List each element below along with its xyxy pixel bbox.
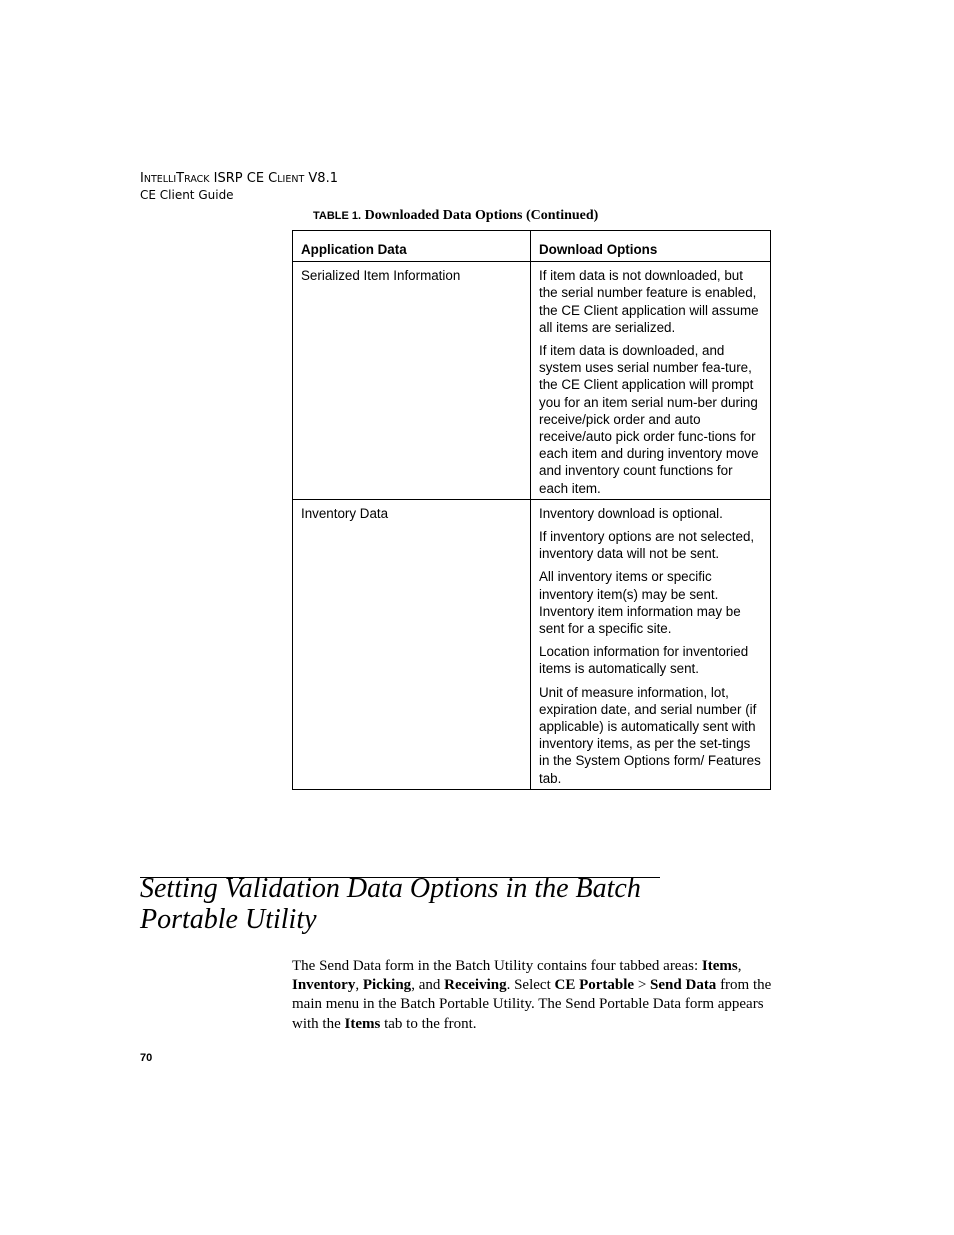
- option-paragraph: Inventory download is optional.: [539, 505, 723, 521]
- section-body-paragraph: [292, 957, 772, 1034]
- option-paragraph: If item data is downloaded, and system uses serial number fea-ture, the CE Client application will prompt you for an item serial num-ber during receive/pick order and auto receive/auto pick order func-tions for each item and during inventory move and inventory count functions for each item.: [539, 343, 759, 496]
- running-header-subtitle: CE Client Guide: [140, 188, 234, 202]
- body-text-run: . Select: [506, 977, 555, 994]
- page-number: 70: [140, 1052, 153, 1064]
- header-title-part: I: [140, 171, 144, 186]
- table-row: [293, 262, 771, 500]
- body-bold-term: CE Portable: [554, 977, 635, 994]
- body-bold-term: Items: [701, 958, 738, 974]
- header-title-part: ISRP CE C: [209, 171, 278, 186]
- body-text-run: tab to the front.: [380, 1015, 477, 1032]
- column-header-download-options: Download Options: [531, 231, 771, 262]
- body-text-run: , and: [411, 977, 445, 994]
- body-bold-term: Picking: [362, 977, 412, 994]
- option-paragraph: Unit of measure information, lot, expiration date, and serial number (if applicable) is automatically sent with inventory items, as per the set-tings in the System Options form/ Features tab.: [539, 684, 761, 786]
- header-title-part: RACK: [184, 174, 210, 185]
- table-header-row: [293, 231, 771, 262]
- body-text-run: from the main menu in the Batch Portable Utility. The Send Portable Data form appears with the: [292, 977, 772, 1032]
- header-title-part: T: [176, 171, 185, 186]
- header-title-part: LIENT: [277, 174, 305, 185]
- table-caption-text: Downloaded Data Options (Continued): [361, 208, 599, 223]
- body-text-run: ,: [737, 958, 742, 974]
- header-title-part: NTELLI: [143, 174, 177, 185]
- table-caption: [313, 206, 598, 225]
- option-paragraph: All inventory items or specific inventory item(s) may be sent. Inventory item information may be sent for a specific site.: [539, 569, 741, 637]
- application-cell: Inventory Data: [293, 499, 531, 789]
- option-paragraph: If item data is not downloaded, but the serial number feature is enabled, the CE Client application will assume all items are serialized.: [539, 268, 759, 335]
- body-bold-term: Receiving: [444, 977, 507, 994]
- body-bold-term: Send Data: [650, 977, 717, 994]
- option-paragraph: Location information for inventoried items is automatically sent.: [539, 644, 749, 677]
- table-caption-label: TABLE 1.: [313, 210, 362, 222]
- header-title-part: V8.1: [304, 171, 338, 186]
- section-heading: Setting Validation Data Options in the Batch Portable Utility: [140, 873, 641, 935]
- body-text-run: >: [634, 977, 651, 994]
- table-row: [293, 499, 771, 789]
- option-paragraph: If inventory options are not selected, inventory data will not be sent.: [539, 529, 755, 562]
- options-cell: [531, 499, 771, 789]
- body-bold-term: Items: [344, 1015, 381, 1032]
- body-text-run: ,: [355, 977, 363, 994]
- body-bold-term: Inventory: [292, 977, 356, 994]
- options-cell: [531, 262, 771, 500]
- column-header-application-data: Application Data: [293, 231, 531, 262]
- body-text-run: The Send Data form in the Batch Utility contains four tabbed areas:: [292, 958, 702, 974]
- downloaded-data-options-table: [292, 230, 771, 790]
- application-cell: Serialized Item Information: [293, 262, 531, 500]
